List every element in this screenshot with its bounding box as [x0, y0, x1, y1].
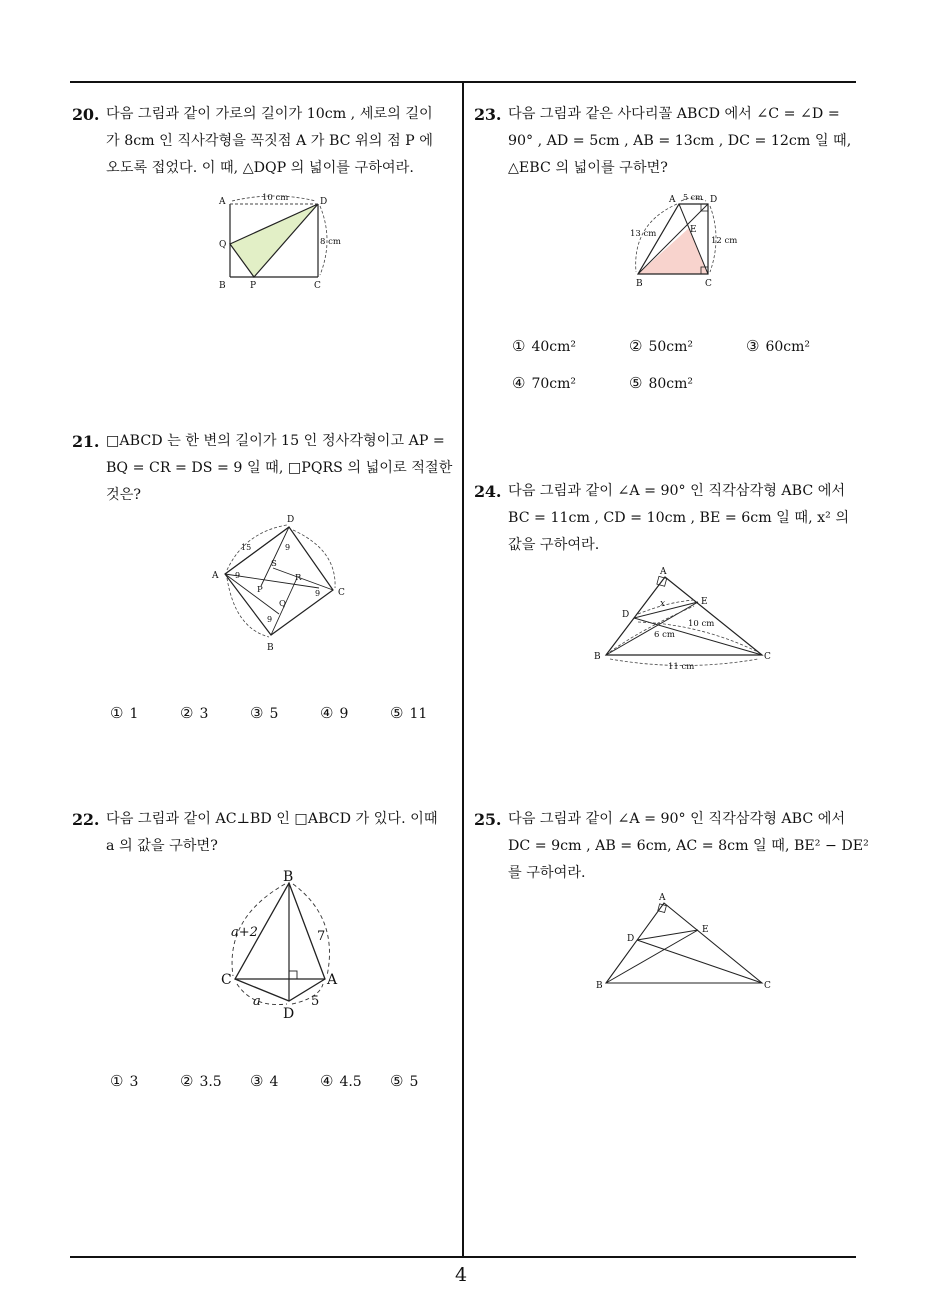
label-9: 9 — [235, 571, 241, 580]
choice-2[interactable]: ② 3 — [180, 704, 209, 722]
label-9: 9 — [315, 589, 321, 598]
label-Q: Q — [219, 240, 227, 250]
figure-22 — [215, 868, 355, 1028]
label-10cm: 10 cm — [262, 193, 289, 203]
label-12cm: 12 cm — [711, 236, 738, 246]
label-E: E — [690, 225, 697, 235]
label-S: S — [271, 559, 277, 569]
choice-3[interactable]: ③ 60cm² — [746, 337, 810, 355]
label-C: C — [764, 981, 771, 991]
label-P: P — [257, 585, 263, 595]
question-text: □ABCD 는 한 변의 길이가 15 인 정사각형이고 AP = — [106, 433, 445, 449]
label-R: R — [295, 573, 302, 583]
label-8cm: 8 cm — [320, 237, 341, 247]
page-number: 4 — [455, 1264, 468, 1286]
question-24 — [474, 478, 859, 559]
choice-5[interactable]: ⑤ 5 — [390, 1072, 419, 1090]
label-C: C — [338, 588, 345, 598]
label-5cm: 5 cm — [683, 193, 703, 202]
choice-2[interactable]: ② 50cm² — [629, 337, 693, 355]
label-11cm: 11 cm — [668, 662, 695, 672]
label-A: A — [212, 571, 219, 581]
question-number: 22. — [72, 810, 100, 829]
label-D: D — [283, 1006, 295, 1022]
label-D: D — [627, 934, 635, 944]
label-A: A — [669, 195, 676, 205]
figure-20 — [210, 188, 350, 298]
label-9: 9 — [267, 615, 273, 624]
choice-1[interactable]: ① 40cm² — [512, 337, 576, 355]
choice-4[interactable]: ④ 70cm² — [512, 374, 576, 392]
question-20 — [72, 101, 457, 182]
question-number: 23. — [474, 105, 502, 124]
label-D: D — [320, 197, 328, 207]
figure-24 — [590, 562, 780, 674]
label-7: 7 — [317, 929, 326, 944]
label-P: P — [250, 281, 257, 291]
question-number: 20. — [72, 105, 100, 124]
label-D: D — [287, 515, 295, 525]
column-divider — [462, 82, 464, 1257]
label-C: C — [314, 281, 321, 291]
question-text: 값을 구하여라. — [508, 537, 600, 553]
question-text: a 의 값을 구하면? — [106, 838, 218, 854]
question-text: 다음 그림과 같이 ∠A = 90° 인 직각삼각형 ABC 에서 — [508, 811, 846, 827]
label-15: 15 — [241, 543, 252, 552]
question-text: 다음 그림과 같은 사다리꼴 ABCD 에서 ∠C = ∠D = — [508, 106, 840, 122]
label-C: C — [705, 279, 712, 289]
label-B: B — [636, 279, 643, 289]
figure-21 — [205, 510, 355, 655]
question-text: 를 구하여라. — [508, 865, 586, 881]
choice-3[interactable]: ③ 4 — [250, 1072, 279, 1090]
question-number: 21. — [72, 432, 100, 451]
question-22 — [72, 806, 457, 860]
label-13cm: 13 cm — [630, 229, 657, 239]
label-A: A — [327, 972, 338, 988]
figure-23 — [620, 188, 750, 293]
question-text: BC = 11cm , CD = 10cm , BE = 6cm 일 때, x² 의 — [508, 510, 850, 526]
question-number: 25. — [474, 810, 502, 829]
label-D: D — [622, 610, 630, 620]
question-text: 오도록 접었다. 이 때, △DQP 의 넓이를 구하여라. — [106, 160, 414, 176]
label-D: D — [710, 195, 718, 205]
label-B: B — [596, 981, 603, 991]
bottom-rule — [70, 1256, 856, 1258]
choice-5[interactable]: ⑤ 11 — [390, 704, 428, 722]
question-text: △EBC 의 넓이를 구하면? — [508, 160, 668, 176]
question-number: 24. — [474, 482, 502, 501]
label-E: E — [702, 925, 709, 935]
choice-1[interactable]: ① 3 — [110, 1072, 139, 1090]
label-A: A — [660, 567, 667, 577]
choice-3[interactable]: ③ 5 — [250, 704, 279, 722]
label-B: B — [594, 652, 601, 662]
question-21 — [72, 428, 457, 509]
figure-25 — [590, 890, 780, 995]
label-B: B — [283, 869, 294, 885]
question-text: BQ = CR = DS = 9 일 때, □PQRS 의 넓이로 적절한 — [106, 460, 453, 476]
label-C: C — [221, 972, 232, 988]
question-text: 것은? — [106, 487, 142, 503]
question-23 — [474, 101, 859, 182]
label-A: A — [219, 197, 226, 207]
label-a: a — [253, 994, 261, 1009]
question-text: 90° , AD = 5cm , AB = 13cm , DC = 12cm 일 때, — [508, 133, 852, 149]
label-Q: Q — [279, 599, 286, 609]
question-text: 가 8cm 인 직사각형을 꼭짓점 A 가 BC 위의 점 P 에 — [106, 133, 433, 149]
label-E: E — [701, 597, 708, 607]
question-text: 다음 그림과 같이 가로의 길이가 10cm , 세로의 길이 — [106, 106, 433, 122]
label-9: 9 — [285, 543, 291, 552]
label-6cm: 6 cm — [654, 630, 675, 640]
choice-5[interactable]: ⑤ 80cm² — [629, 374, 693, 392]
label-C: C — [764, 652, 771, 662]
label-A: A — [659, 893, 666, 903]
label-10cm: 10 cm — [688, 619, 715, 629]
choice-4[interactable]: ④ 9 — [320, 704, 349, 722]
label-5: 5 — [311, 994, 320, 1009]
label-x: x — [660, 599, 666, 609]
choice-2[interactable]: ② 3.5 — [180, 1072, 222, 1090]
choice-4[interactable]: ④ 4.5 — [320, 1072, 362, 1090]
question-text: 다음 그림과 같이 AC⊥BD 인 □ABCD 가 있다. 이때 — [106, 811, 438, 827]
label-B: B — [219, 281, 226, 291]
label-B: B — [267, 643, 274, 653]
choice-1[interactable]: ① 1 — [110, 704, 139, 722]
question-text: 다음 그림과 같이 ∠A = 90° 인 직각삼각형 ABC 에서 — [508, 483, 846, 499]
question-text: DC = 9cm , AB = 6cm, AC = 8cm 일 때, BE² − DE² — [508, 838, 869, 854]
question-25 — [474, 806, 869, 887]
label-a-plus-2: a+2 — [231, 925, 258, 940]
